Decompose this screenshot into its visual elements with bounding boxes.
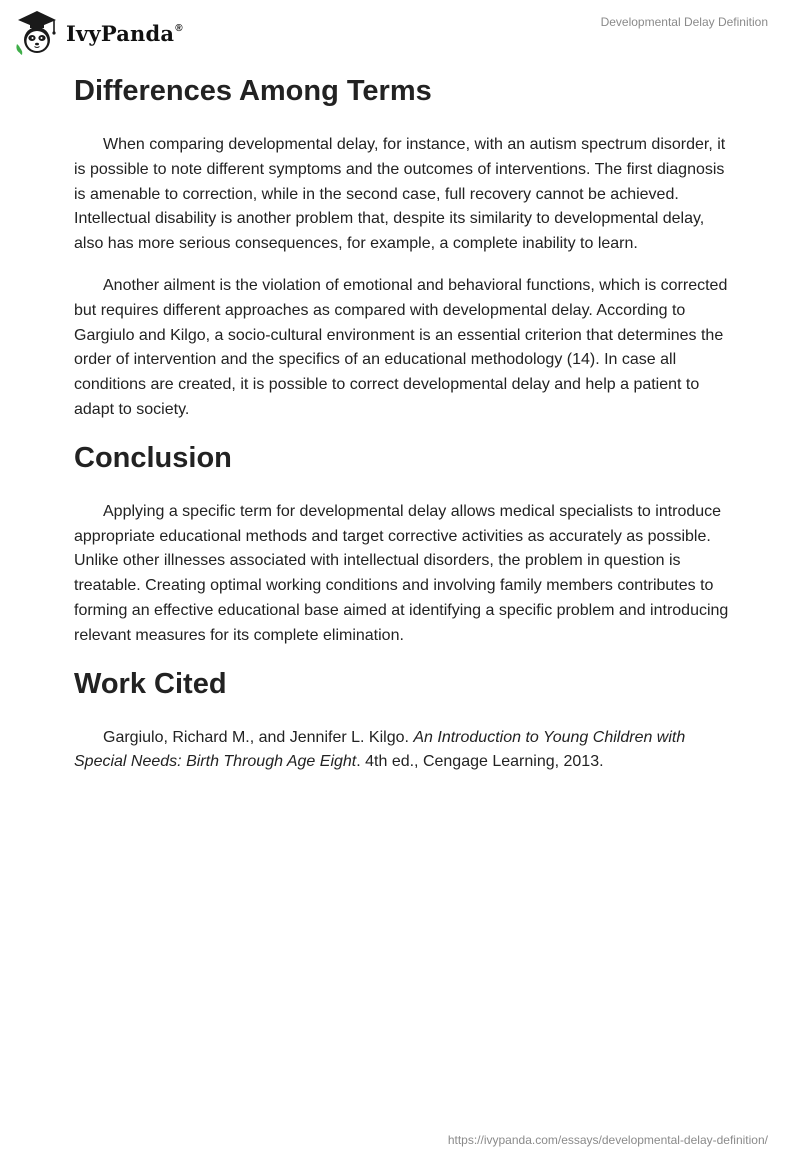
citation-title: An Introduction to Young Children with Special Needs: Birth Through Age Eight xyxy=(74,728,686,771)
footer-url[interactable]: https://ivypanda.com/essays/developmental-delay-definition/ xyxy=(447,1133,768,1147)
page-header xyxy=(0,0,800,64)
registered-mark: ® xyxy=(175,22,183,34)
essay-content xyxy=(74,72,730,775)
panda-graduation-cap-icon xyxy=(14,8,60,56)
heading-work-cited: Work Cited xyxy=(74,667,227,700)
document-title: Developmental Delay Definition xyxy=(600,15,768,29)
citation-entry xyxy=(74,726,730,776)
heading-differences-among-terms: Differences Among Terms xyxy=(74,75,432,107)
logo-wordmark xyxy=(66,21,183,46)
ivypanda-logo[interactable] xyxy=(14,8,183,56)
citation-publication: . 4th ed., Cengage Learning, 2013. xyxy=(356,753,604,771)
citation-authors: Gargiulo, Richard M., and Jennifer L. Kilgo. xyxy=(103,728,414,746)
paragraph: When comparing developmental delay, for instance, with an autism spectrum disorder, it is possible to note different symptoms and the outcomes of interventions. The first diagnosis is amenable to correction, while in the second case, full recovery cannot be achieved. Intellectual disability is another problem that, despite its similarity to developmental delay, also has more serious consequences, for example, a complete inability to learn. xyxy=(74,136,726,253)
paragraph: Another ailment is the violation of emotional and behavioral functions, which is corrected but requires different approaches as compared with developmental delay. According to Gargiulo and Kilgo, a socio-cultural environment is an essential criterion that determines the order of intervention and the specifics of an educational methodology (14). In case all conditions are created, it is possible to correct developmental delay and help a patient to adapt to society. xyxy=(74,276,728,418)
logo-name: IvyPanda xyxy=(66,20,175,46)
heading-conclusion: Conclusion xyxy=(74,441,232,474)
paragraph: Applying a specific term for developmental delay allows medical specialists to introduce appropriate educational methods and target corrective activities as accurately as possible. Unlike other illnesses associated with intellectual disorders, the problem in question is treatable. Creating optimal working conditions and involving family members contributes to forming an effective educational base aimed at identifying a specific problem and introducing relevant measures for its complete elimination. xyxy=(74,502,729,644)
